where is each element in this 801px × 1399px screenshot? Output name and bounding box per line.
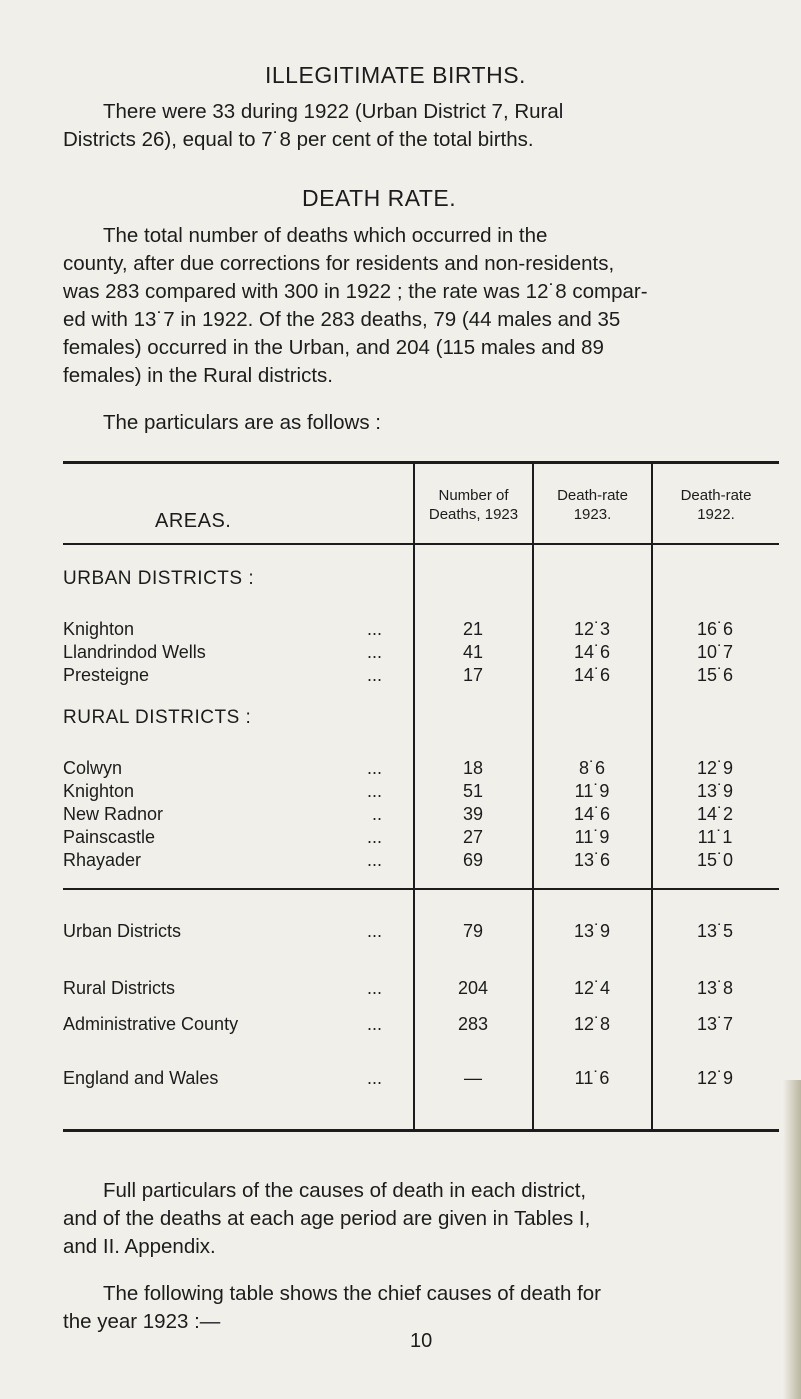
rate-1923: 11˙9 xyxy=(574,781,610,801)
paragraph-line: and of the deaths at each age period are given in Tables I, xyxy=(63,1207,591,1230)
rate-1922: 12˙9 xyxy=(696,1068,734,1088)
district-name: Knighton xyxy=(63,781,135,801)
section-heading-rural: RURAL DISTRICTS : xyxy=(63,707,252,728)
header-line: Death-rate xyxy=(680,487,752,504)
rate-1923: 13˙9 xyxy=(573,921,611,941)
district-name: Colwyn xyxy=(63,758,123,778)
particulars-intro: The particulars are as follows : xyxy=(103,411,382,434)
rate-1923: 11˙9 xyxy=(574,827,610,847)
district-name: Painscastle xyxy=(63,827,156,847)
header-rule xyxy=(63,543,779,545)
district-name: Rhayader xyxy=(63,850,142,870)
deaths-1923: 283 xyxy=(457,1014,489,1034)
leader-dots: ... xyxy=(367,978,383,998)
paragraph-line: The total number of deaths which occurred in the xyxy=(103,224,548,247)
paragraph-line: females) occurred in the Urban, and 204 (115 males and 89 xyxy=(63,336,604,359)
table-bottom-rule xyxy=(63,1129,779,1132)
page-edge-shadow xyxy=(783,1080,801,1399)
rate-1922: 13˙9 xyxy=(696,781,734,801)
header-line: Deaths, 1923 xyxy=(428,506,519,523)
paragraph-line: was 283 compared with 300 in 1922 ; the rate was 12˙8 compar- xyxy=(63,280,648,303)
rate-1923: 14˙6 xyxy=(573,642,611,662)
section-heading-urban: URBAN DISTRICTS : xyxy=(63,568,255,589)
header-line: 1923. xyxy=(573,506,612,523)
deaths-1923: 39 xyxy=(462,804,484,824)
leader-dots: ... xyxy=(367,1068,383,1088)
leader-dots: ... xyxy=(367,921,383,941)
summary-name: England and Wales xyxy=(63,1068,219,1088)
rate-1922: 14˙2 xyxy=(696,804,734,824)
rate-1922: 15˙6 xyxy=(696,665,734,685)
rate-1923: 13˙6 xyxy=(573,850,611,870)
rate-1923: 12˙8 xyxy=(573,1014,611,1034)
deaths-1923: 79 xyxy=(462,921,484,941)
district-name: Knighton xyxy=(63,619,135,639)
header-line: Death-rate xyxy=(557,487,628,504)
header-death-rate-1923 xyxy=(534,486,651,524)
deaths-1923: 51 xyxy=(462,781,484,801)
paragraph-line: females) in the Rural districts. xyxy=(63,364,334,387)
column-divider xyxy=(413,462,415,1130)
deaths-1923: 204 xyxy=(457,978,489,998)
rate-1922: 15˙0 xyxy=(696,850,734,870)
rate-1923: 12˙3 xyxy=(573,619,611,639)
table-top-rule xyxy=(63,461,779,464)
leader-dots: ... xyxy=(367,619,383,639)
rate-1922: 16˙6 xyxy=(696,619,734,639)
rate-1922: 12˙9 xyxy=(696,758,734,778)
deaths-1923: 41 xyxy=(462,642,484,662)
heading-death-rate: DEATH RATE. xyxy=(302,185,457,211)
deaths-1923: 18 xyxy=(462,758,484,778)
summary-name: Urban Districts xyxy=(63,921,182,941)
rate-1923: 11˙6 xyxy=(574,1068,610,1088)
paragraph-line: ed with 13˙7 in 1922. Of the 283 deaths, 79 (44 males and 35 xyxy=(63,308,621,331)
column-divider xyxy=(532,462,534,1130)
rate-1922: 13˙7 xyxy=(696,1014,734,1034)
leader-dots: ... xyxy=(367,758,383,778)
rate-1922: 11˙1 xyxy=(697,827,733,847)
leader-dots: .. xyxy=(372,804,383,824)
column-divider xyxy=(651,462,653,1130)
summary-name: Administrative County xyxy=(63,1014,239,1034)
header-areas: AREAS. xyxy=(155,510,232,532)
leader-dots: ... xyxy=(367,1014,383,1034)
deaths-1923: 27 xyxy=(462,827,484,847)
rate-1922: 13˙5 xyxy=(696,921,734,941)
deaths-1923: 17 xyxy=(462,665,484,685)
rate-1923: 14˙6 xyxy=(573,804,611,824)
page-number: 10 xyxy=(410,1330,433,1352)
rate-1923: 12˙4 xyxy=(573,978,611,998)
summary-name: Rural Districts xyxy=(63,978,176,998)
paragraph-line: and II. Appendix. xyxy=(63,1235,216,1258)
deaths-1923: 21 xyxy=(462,619,484,639)
rate-1922: 10˙7 xyxy=(696,642,734,662)
rate-1922: 13˙8 xyxy=(696,978,734,998)
paragraph-line: county, after due corrections for residents and non-residents, xyxy=(63,252,615,275)
paragraph-line: The following table shows the chief causes of death for xyxy=(103,1282,601,1305)
leader-dots: ... xyxy=(367,850,383,870)
district-name: Llandrindod Wells xyxy=(63,642,206,662)
leader-dots: ... xyxy=(367,781,383,801)
header-number-of-deaths xyxy=(415,486,532,524)
paragraph-line: Districts 26), equal to 7˙8 per cent of the total births. xyxy=(63,128,534,151)
paragraph-line: Full particulars of the causes of death in each district, xyxy=(103,1179,587,1202)
leader-dots: ... xyxy=(367,665,383,685)
header-line: Number of xyxy=(438,487,509,504)
deaths-1923: 69 xyxy=(462,850,484,870)
heading-illegitimate-births: ILLEGITIMATE BIRTHS. xyxy=(265,62,526,88)
leader-dots: ... xyxy=(367,642,383,662)
deaths-1923: — xyxy=(464,1068,482,1088)
summary-rule xyxy=(63,888,779,890)
district-name: Presteigne xyxy=(63,665,150,685)
leader-dots: ... xyxy=(367,827,383,847)
paragraph-line: the year 1923 :— xyxy=(63,1310,221,1333)
header-line: 1922. xyxy=(697,506,735,523)
district-name: New Radnor xyxy=(63,804,164,824)
rate-1923: 14˙6 xyxy=(573,665,611,685)
header-death-rate-1922 xyxy=(653,486,779,524)
paragraph-line: There were 33 during 1922 (Urban District 7, Rural xyxy=(103,100,564,123)
rate-1923: 8˙6 xyxy=(578,758,605,778)
